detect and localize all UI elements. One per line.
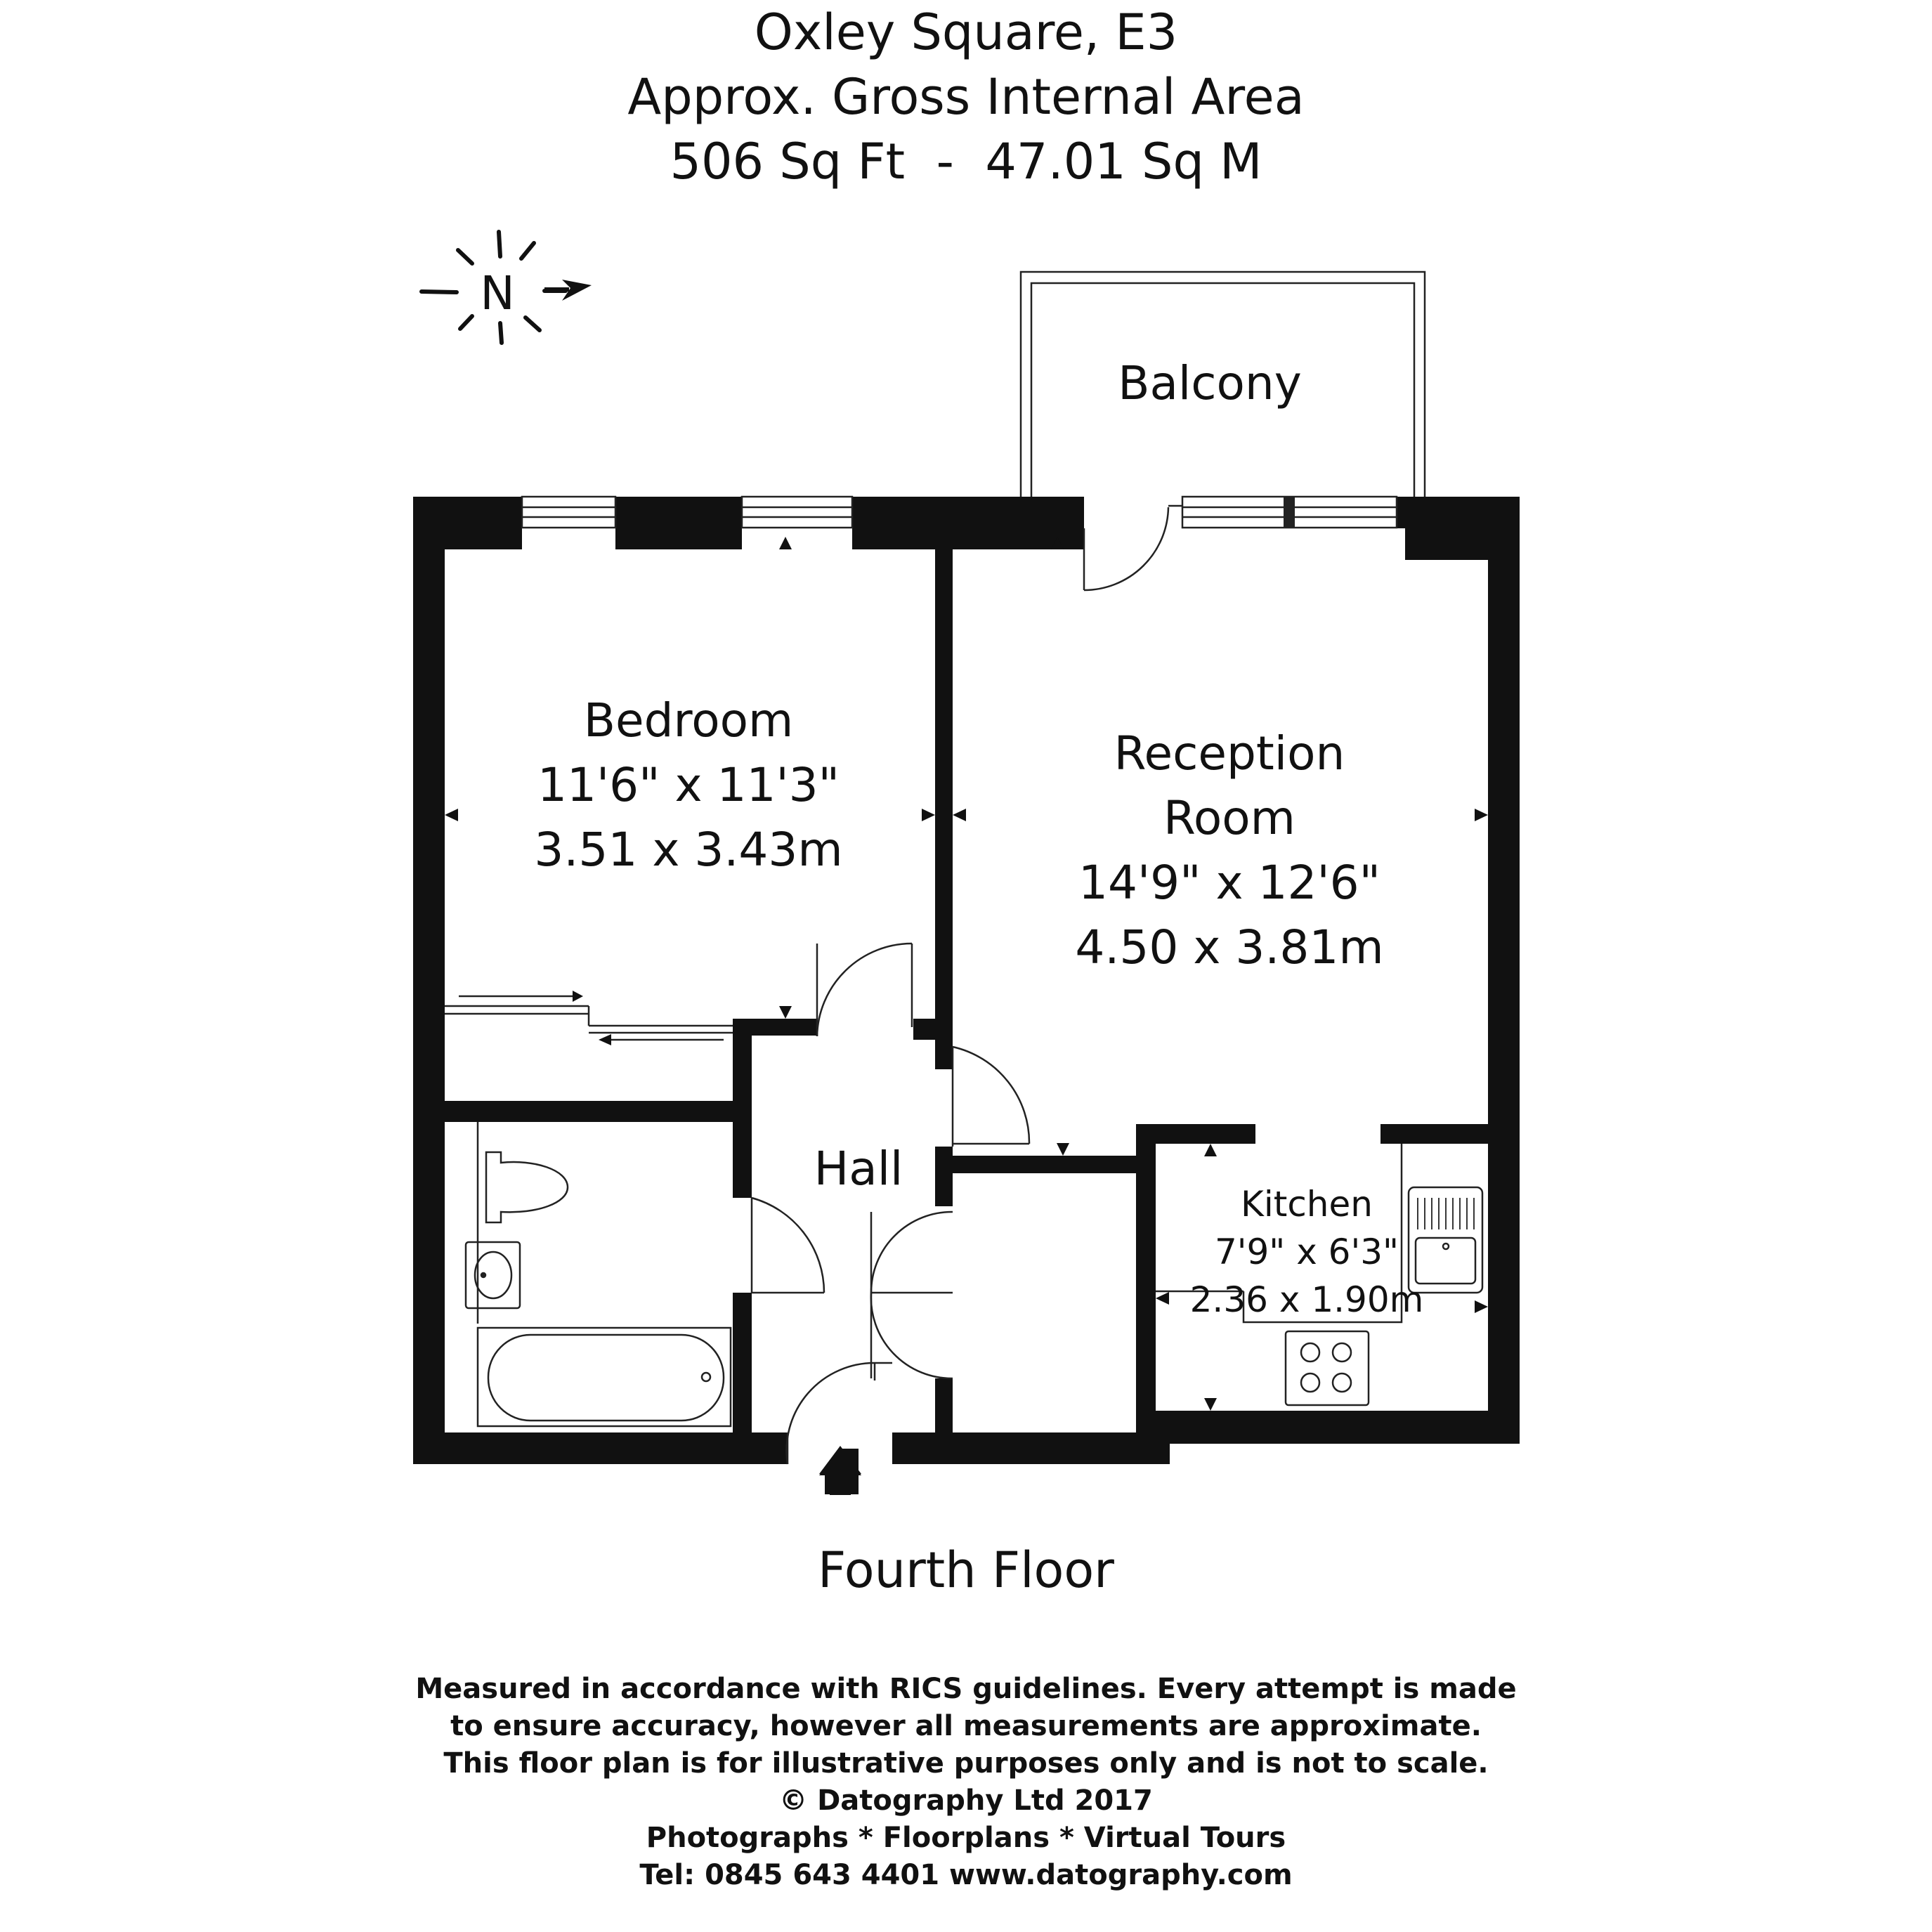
floor-name: Fourth Floor [818, 1541, 1114, 1599]
disclaimer-line-2: to ensure accuracy, however all measurements are approximate. [450, 1710, 1482, 1742]
kitchen-metric: 2.36 x 1.90m [1189, 1279, 1424, 1320]
wardrobe-arrow-right-icon [573, 991, 583, 1002]
bedroom-imperial: 11'6" x 11'3" [537, 758, 840, 812]
disclaimer-line-1: Measured in accordance with RICS guidelines. Every attempt is made [415, 1673, 1517, 1705]
disclaimer [0, 1671, 1932, 1894]
balcony-name: Balcony [1118, 356, 1302, 410]
area-value: 506 Sq Ft - 47.01 Sq M [670, 133, 1262, 190]
bedroom-metric: 3.51 x 3.43m [534, 823, 843, 877]
property-address: Oxley Square, E3 [754, 4, 1178, 61]
kitchen-imperial: 7'9" x 6'3" [1214, 1232, 1399, 1272]
balcony-door [1084, 506, 1182, 590]
balcony-label [1118, 351, 1302, 416]
reception-imperial: 14'9" x 12'6" [1078, 856, 1381, 910]
hob-icon [1286, 1331, 1369, 1405]
cupboard-doors [871, 1212, 953, 1378]
disclaimer-line-6: Tel: 0845 643 4401 www.datography.com [639, 1859, 1293, 1891]
bedroom-name: Bedroom [583, 693, 794, 748]
bedroom-wardrobe [445, 996, 733, 1040]
reception-name-line2: Room [1163, 791, 1295, 845]
kitchen-label [1190, 1180, 1424, 1324]
wardrobe-arrow-left-icon [599, 1034, 611, 1045]
reception-label [1075, 722, 1383, 980]
reception-name-line1: Reception [1114, 726, 1345, 781]
reception-metric: 4.50 x 3.81m [1075, 920, 1384, 974]
bath-icon [478, 1328, 731, 1426]
disclaimer-line-5: Photographs * Floorplans * Virtual Tours [646, 1822, 1286, 1854]
disclaimer-line-4: © Datography Ltd 2017 [779, 1784, 1153, 1817]
toilet-icon [486, 1152, 568, 1222]
bathroom-fixtures [466, 1122, 731, 1426]
area-title: Approx. Gross Internal Area [627, 68, 1305, 126]
kitchen-name: Kitchen [1241, 1184, 1373, 1225]
hall-label [814, 1137, 903, 1201]
reception-door [953, 1047, 1029, 1147]
compass-letter: N [480, 266, 515, 320]
bedroom-door [817, 944, 912, 1036]
bedroom-label [534, 688, 842, 882]
disclaimer-line-3: This floor plan is for illustrative purposes only and is not to scale. [443, 1747, 1489, 1780]
hall-name: Hall [814, 1142, 903, 1196]
bathroom-door [752, 1198, 824, 1293]
